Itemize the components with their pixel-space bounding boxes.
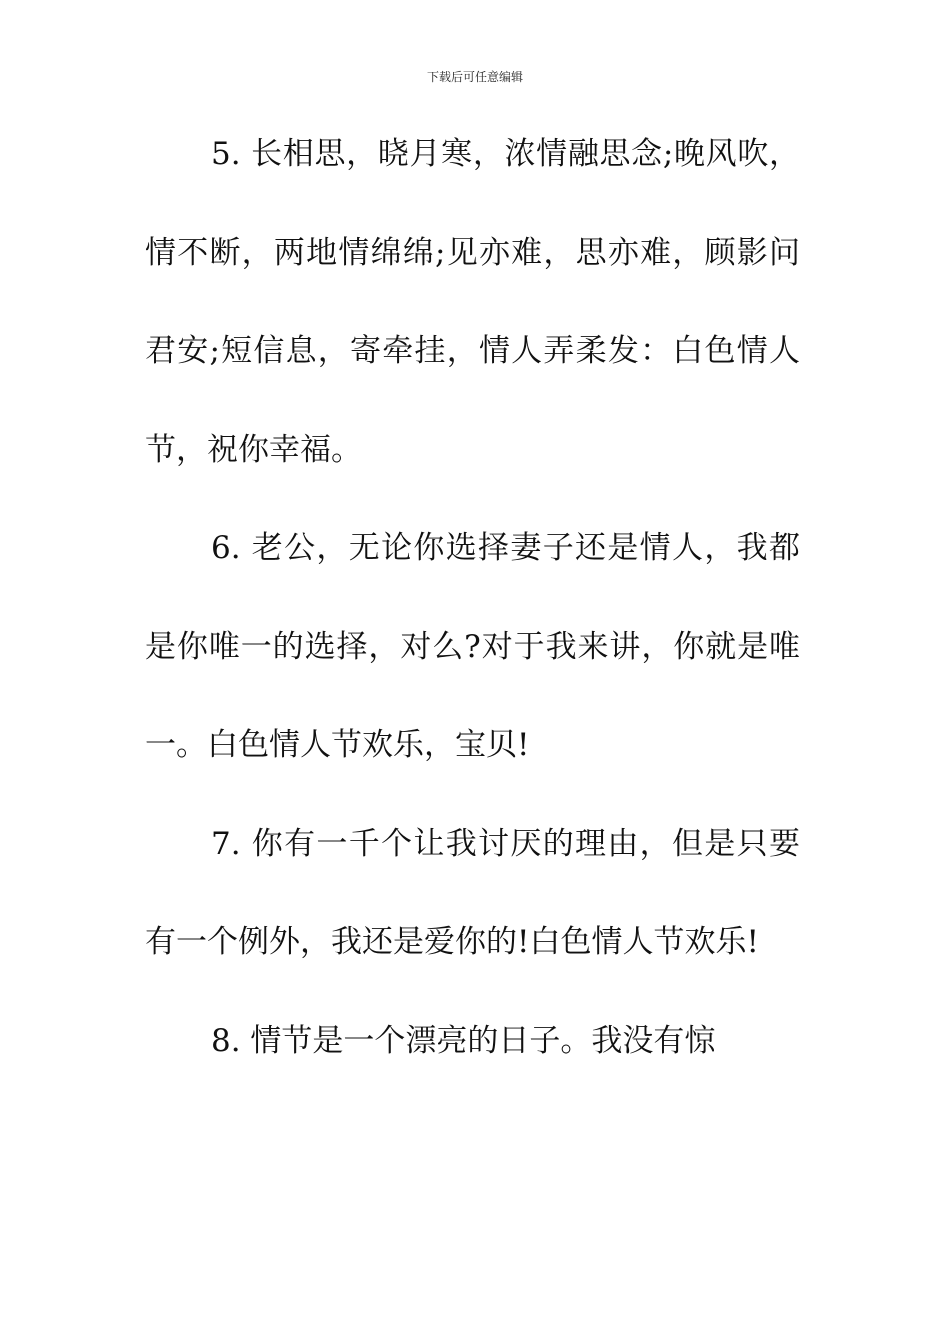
paragraph-6: 6. 老公，无论你选择妻子还是情人，我都是你唯一的选择，对么?对于我来讲，你就是唯一。白色情人节欢乐，宝贝! xyxy=(145,530,800,763)
paragraph-8: 8. 情节是一个漂亮的日子。我没有惊 xyxy=(211,1022,716,1059)
paragraph-5: 5. 长相思，晓月寒，浓情融思念;晚风吹，情不断，两地情绵绵;见亦难，思亦难，顾影问君安;短信息，寄牵挂，情人弄柔发：白色情人节，祝你幸福。 xyxy=(145,136,800,468)
document-body xyxy=(145,105,800,1090)
paragraph-7: 7. 你有一千个让我讨厌的理由，但是只要有一个例外，我还是爱你的!白色情人节欢乐! xyxy=(145,825,800,960)
page-header-note: 下载后可任意编辑 xyxy=(426,70,523,84)
